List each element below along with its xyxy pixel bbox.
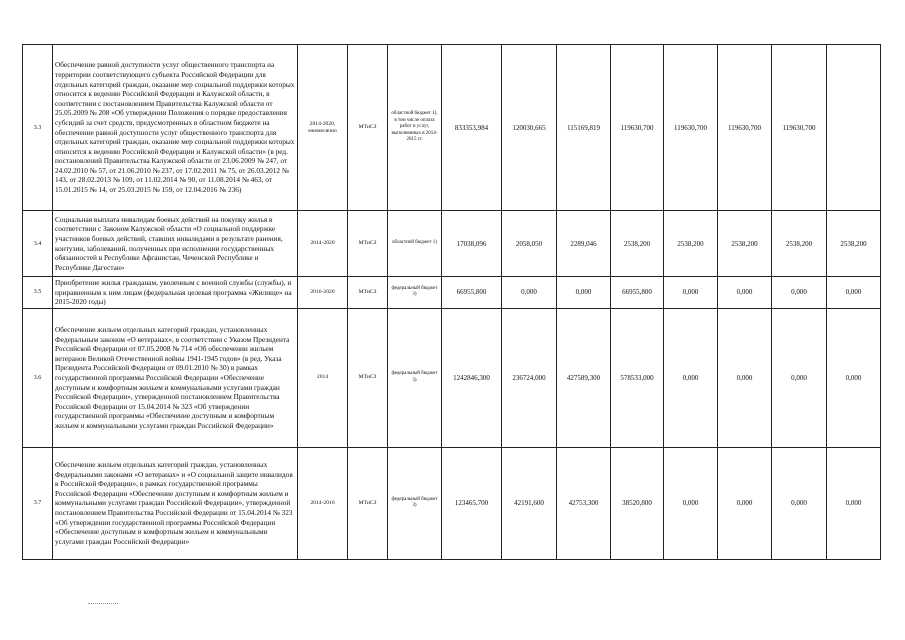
- implementation-period: 2014-2016: [298, 447, 348, 559]
- total-amount: 66955,800: [442, 277, 502, 309]
- year-amount: 0,000: [772, 447, 827, 559]
- year-amount: 2538,200: [718, 211, 772, 277]
- year-amount: 427589,300: [557, 308, 611, 447]
- measure-description: Социальная выплата инвалидам боевых действий на покупку жилья в соответствии с Законом Калужской области «О социальной поддержке участников боевых действий, ставших инвалидами в результате ранения, контузии, заболеваний, полученных при исполнении государственных обязанностей в Республике Афганистан, Чеченской Республике и Республике Дагестан»: [53, 211, 298, 277]
- year-amount: 2058,050: [502, 211, 557, 277]
- year-amount: 0,000: [664, 447, 718, 559]
- year-amount: 2538,200: [611, 211, 664, 277]
- year-amount: 0,000: [557, 277, 611, 309]
- row-number: 3.4: [23, 211, 53, 277]
- scan-speck: [88, 603, 118, 605]
- row-number: 3.6: [23, 308, 53, 447]
- year-amount: 0,000: [772, 308, 827, 447]
- year-amount: 0,000: [664, 277, 718, 309]
- measure-description: Обеспечение жильем отдельных категорий граждан, установленных Федеральным законом «О ветеранах», в соответствии с Указом Президента Российской Федерации от 07.05.2008 № 714 «Об обеспечении жильем ветеранов Великой Отечественной войны 1941-1945 годов» (в ред. Указа Президента Российской Федерации от 09.01.2010 № 30) в рамках государственной программы Российской Федерации «Обеспечение доступным и комфортным жильем и коммунальными услугами граждан Российской Федерации», утвержденной постановлением Правительства Российской Федерации от 15.04.2014 № 323 «Об утверждении государственной программы «Обеспечение доступным и комфортным жильем и коммунальными услугами граждан Российской Федерации»: [53, 308, 298, 447]
- funding-source: областной бюджет 1): [388, 211, 442, 277]
- year-amount: 0,000: [502, 277, 557, 309]
- implementation-period: 2014: [298, 308, 348, 447]
- executor: МТиСЗ: [348, 211, 388, 277]
- year-amount: 119630,700: [718, 45, 772, 211]
- executor: МТиСЗ: [348, 447, 388, 559]
- year-amount: 42753,300: [557, 447, 611, 559]
- total-amount: 123465,700: [442, 447, 502, 559]
- year-amount: 0,000: [718, 447, 772, 559]
- total-amount: 1242846,300: [442, 308, 502, 447]
- implementation-period: 2016-2020: [298, 277, 348, 309]
- table-row: [23, 211, 881, 277]
- table-row: [23, 308, 881, 447]
- year-amount: 578533,000: [611, 308, 664, 447]
- measure-description: Обеспечение равной доступности услуг общественного транспорта на территории соответствующего субъекта Российской Федерации для отдельных категорий граждан, оказание мер социальной поддержки которых относится к ведению Российской Федерации и Калужской области, в соответствии с постановлением Правительства Калужской области от 25.05.2009 № 208 «Об утверждении Положения о порядке предоставления субсидий за счет средств, предусмотренных в областном бюджете на обеспечение равной доступности услуг общественного транспорта для отдельных категорий граждан, оказание мер социальной поддержки которых относится к ведению Российской Федерации и Калужской области» (в ред. постановлений Правительства Калужской области от 23.06.2009 № 247, от 24.02.2010 № 57, от 21.06.2010 № 237, от 17.02.2011 № 75, от 26.03.2012 № 143, от 28.02.2013 № 109, от 11.02.2014 № 90, от 11.08.2014 № 463, от 15.01.2015 № 14, от 25.03.2015 № 159, от 12.04.2016 № 236): [53, 45, 298, 211]
- year-amount: 38520,800: [611, 447, 664, 559]
- program-measures-table: [22, 44, 881, 560]
- total-amount: 17038,096: [442, 211, 502, 277]
- table-row: [23, 45, 881, 211]
- executor: МТиСЗ: [348, 45, 388, 211]
- table-row: [23, 277, 881, 309]
- year-amount: 0,000: [718, 277, 772, 309]
- year-amount: 0,000: [718, 308, 772, 447]
- year-amount: 42191,600: [502, 447, 557, 559]
- year-amount: 66955,800: [611, 277, 664, 309]
- total-amount: 833353,984: [442, 45, 502, 211]
- year-amount: [827, 45, 881, 211]
- implementation-period: 2014-2020, ежемесячно: [298, 45, 348, 211]
- row-number: 3.5: [23, 277, 53, 309]
- measure-description: Приобретение жилья гражданам, уволенным с военной службы (службы), и приравненным к ним лицам (федеральная целевая программа «Жилище» на 2015-2020 годы): [53, 277, 298, 309]
- implementation-period: 2014-2020: [298, 211, 348, 277]
- year-amount: 2289,046: [557, 211, 611, 277]
- year-amount: 115169,819: [557, 45, 611, 211]
- executor: МТиСЗ: [348, 308, 388, 447]
- executor: МТиСЗ: [348, 277, 388, 309]
- funding-source: федеральный бюджет 3): [388, 277, 442, 309]
- row-number: 3.7: [23, 447, 53, 559]
- funding-source: областной бюджет 1), в том числе оплата работ и услуг, выполненных в 2014-2015 гг.: [388, 45, 442, 211]
- year-amount: 0,000: [827, 277, 881, 309]
- year-amount: 0,000: [664, 308, 718, 447]
- funding-source: федеральный бюджет 3): [388, 447, 442, 559]
- funding-source: федеральный бюджет 3): [388, 308, 442, 447]
- year-amount: 2538,200: [664, 211, 718, 277]
- year-amount: 2538,200: [772, 211, 827, 277]
- measure-description: Обеспечение жильем отдельных категорий граждан, установленных Федеральными законами «О ветеранах» и «О социальной защите инвалидов в Российской Федерации», в рамках государственной программы Российской Федерации «Обеспечение доступным и комфортным жильем и коммунальными услугами граждан Российской Федерации», утвержденной постановлением Правительства Российской Федерации от 15.04.2014 № 323 «Об утверждении государственной программы Российской Федерации «Обеспечение доступным и комфортным жильем и коммунальными услугами граждан Российской Федерации»: [53, 447, 298, 559]
- row-number: 3.3: [23, 45, 53, 211]
- year-amount: 236724,000: [502, 308, 557, 447]
- year-amount: 119630,700: [664, 45, 718, 211]
- year-amount: 119630,700: [772, 45, 827, 211]
- year-amount: 2538,200: [827, 211, 881, 277]
- table-row: [23, 447, 881, 559]
- year-amount: 0,000: [772, 277, 827, 309]
- year-amount: 0,000: [827, 308, 881, 447]
- year-amount: 119630,700: [611, 45, 664, 211]
- year-amount: 0,000: [827, 447, 881, 559]
- year-amount: 120030,665: [502, 45, 557, 211]
